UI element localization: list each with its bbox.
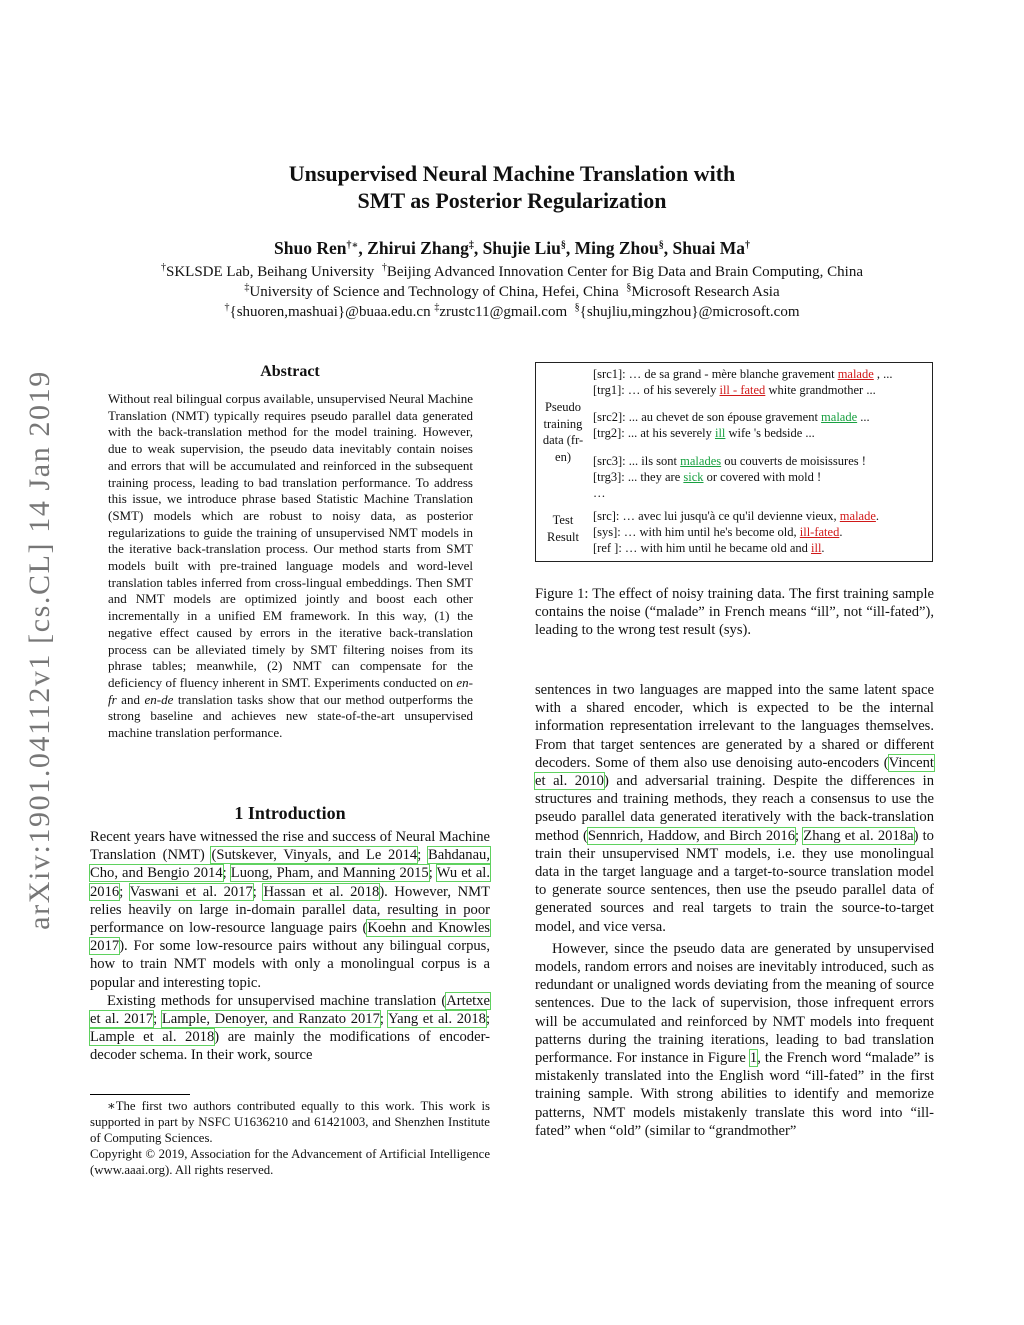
citation-link[interactable]: (Sutskever, Vinyals, and Le 2014 [211, 847, 418, 864]
right-column-body [535, 681, 934, 1140]
fig-text: ou couverts de moisissures ! [721, 454, 866, 468]
figure-ellipsis: … [593, 486, 606, 500]
footnote [90, 1098, 490, 1178]
arxiv-id: arXiv:1901.04112v1 [cs.CL] 14 Jan 2019 [23, 370, 56, 930]
body-text: , the French word “malade” is mistakenly translated into the English word “ill-fated” in the first training sample. With strong abilities to identify and memorize patterns, NMT models mistakenly translate this word into “ill-fated” when “old” (similar to “grandmother” [535, 1050, 934, 1139]
fig-highlight-red: ill-fated [799, 525, 840, 539]
fig-text: . [821, 541, 825, 555]
right-paragraph-1 [535, 681, 934, 936]
citation-link[interactable]: 1 [749, 1050, 758, 1067]
abstract-em: en-de [144, 691, 174, 707]
fig-text: ... [857, 410, 870, 424]
figure-line-trg2 [593, 426, 815, 441]
citation-link[interactable]: Yang et al. 2018 [388, 1011, 486, 1028]
author-mark: § [658, 240, 664, 251]
fig-text: [src2]: ... au chevet de son épouse gravement [593, 410, 822, 424]
author: Zhirui Zhang [367, 238, 469, 258]
fig-text: [trg1]: … of his severely [593, 383, 720, 397]
body-text: Recent years have witnessed the rise and success of Neural Machine Translation (NMT) [90, 829, 490, 864]
figure-line-src3 [593, 454, 866, 469]
abstract-heading: Abstract [260, 363, 320, 380]
fig-highlight-red: ill - fated [719, 383, 766, 397]
abstract-text [108, 391, 473, 742]
affiliation-line-3 [80, 302, 944, 322]
body-text: ; [795, 827, 804, 844]
citation-link[interactable]: Bahdanau, Cho, and Bengio 2014 [90, 847, 490, 882]
fig-text: [trg3]: ... they are [593, 470, 684, 484]
body-text: ; [119, 883, 130, 900]
figure-line-sys [593, 525, 842, 540]
figure-line-src2 [593, 410, 870, 425]
fig-highlight-red: malade [839, 509, 876, 523]
aff-mark: † [224, 302, 230, 313]
fig-text: wife 's bedside ... [725, 426, 815, 440]
figure-line-trg1 [593, 383, 876, 398]
aff-mark: † [161, 262, 166, 273]
citation-link[interactable]: Vincent et al. 2010 [535, 754, 934, 790]
citation-link[interactable]: Luong, Pham, and Manning 2015 [230, 865, 429, 882]
fig-highlight-green: ill [714, 426, 726, 440]
title-line-2: SMT as Posterior Regularization [357, 188, 667, 213]
intro-body [90, 828, 490, 1065]
fig-text: [ref ]: … with him until he became old and [593, 541, 811, 555]
section-heading: 1 Introduction [234, 803, 346, 823]
affiliation: SKLSDE Lab, Beihang University [166, 264, 375, 280]
figure-line-ref [593, 541, 825, 556]
citation-link[interactable]: Lample, Denoyer, and Ranzato 2017 [161, 1011, 380, 1028]
author-mark: †∗ [346, 240, 359, 251]
body-text: ). However, NMT relies heavily on large in-domain parallel data, resulting in poor performance on low-resource language pairs ( [90, 883, 491, 937]
body-text: Existing methods for unsupervised machine translation ( [107, 992, 447, 1009]
fig-highlight-green: malade [821, 410, 858, 424]
citation-link[interactable]: Wu et al. 2016 [90, 865, 490, 900]
copyright-text: Copyright © 2019, Association for the Advancement of Artificial Intelligence (www.aaai.org). All rights reserved. [90, 1147, 490, 1177]
abstract-em: en-fr [108, 674, 473, 707]
citation-link[interactable]: Zhang et al. 2018a [803, 827, 914, 844]
author-mark: § [560, 240, 566, 251]
body-text: ) to train their unsupervised NMT models, i.e. they use monolingual data in the target language and a target-to-source translation model to generate source sentences, then use the pseudo parallel data of generated sources and real targets to train the source-to-target model, and vice versa. [535, 827, 934, 935]
aff-mark: ‡ [244, 282, 250, 293]
body-text: ; [485, 1011, 490, 1028]
citation-link[interactable]: Hassan et al. 2018 [263, 883, 380, 900]
citation-link[interactable]: Lample et al. 2018 [90, 1029, 215, 1046]
body-text: ; [428, 865, 437, 882]
body-text: ; [379, 1011, 389, 1028]
footnote-text: ∗The first two authors contributed equally to this work. This work is supported in part by NSFC U1636210 and 61421003, and Shenzhen Institute of Computing Sciences. [90, 1099, 490, 1145]
body-text: ) and adversarial training. Despite the differences in structures and training methods, they reach a consensus to use the pseudo parallel data generated iteratively with the back-translation method ( [535, 773, 934, 844]
fig-text: . [875, 509, 880, 523]
title-line-1: Unsupervised Neural Machine Translation with [288, 161, 736, 186]
author: Ming Zhou [574, 238, 659, 258]
figure-line-src1 [593, 367, 893, 382]
fig-highlight-red: ill [811, 541, 822, 555]
author-mark: ‡ [468, 240, 474, 251]
fig-text: [src]: … avec lui jusqu'à ce qu'il devienne vieux, [593, 509, 840, 523]
author-mark: † [744, 240, 750, 251]
abstract-body: Without real bilingual corpus available, unsupervised Neural Machine Translation (NMT) typically requires pseudo parallel data generated with the back-translation method for the model training. However, due to weak supervision, the pseudo data inevitably contain noises and errors that will be accumulated and reinforced in the subsequent training process, leading to bad translation performance. To address this issue, we introduce phrase based Statistic Machine Translation (SMT) models which are robust to noisy data, as posterior regularizations to guide the training of unsupervised NMT models in the iterative back-translation process. Our method starts from SMT models built with pre-trained language models and word-level translation tables inferred from cross-lingual embeddings. Then SMT and NMT models are optimized jointly and boost each other incrementally in a unified EM framework. In this way, (1) the negative effect caused by errors in the iterative back-translation process can be alleviated timely by SMT filtering noises from its phrase tables; meanwhile, (2) NMT can compensate for the deficiency of fluency inherent in SMT. Experiments conducted on [108, 391, 473, 690]
intro-paragraph-2 [90, 992, 490, 1065]
fig-text: [trg2]: ... at his severely [593, 426, 715, 440]
fig-highlight-red: malade [837, 367, 874, 381]
fig-text: . [839, 525, 843, 539]
abstract-body: translation tasks show that our method outperforms the strong baseline and achieves new state-of-the-art unsupervised machine translation performance. [108, 691, 473, 741]
body-text: ). For some low-resource pairs without any bilingual corpus, how to train NMT models with only a monolingual corpus is a popular and interesting topic. [90, 938, 490, 991]
aff-mark: § [574, 302, 580, 313]
author: Shuo Ren [274, 238, 347, 258]
affiliation: Beijing Advanced Innovation Center for Big Data and Brain Computing, China [386, 264, 863, 280]
email: {shujliu,mingzhou}@microsoft.com [579, 304, 800, 320]
affiliation: University of Science and Technology of China, Hefei, China [249, 284, 619, 300]
fig-highlight-green: sick [683, 470, 704, 484]
author: Shujie Liu [482, 238, 561, 258]
fig-text: white grandmother ... [765, 383, 876, 397]
aff-mark: ‡ [434, 302, 440, 313]
body-text: ) are mainly the modifications of encoder-decoder schema. In their work, source [90, 1029, 490, 1064]
body-text: ; [252, 883, 264, 900]
fig-highlight-green: malades [680, 454, 722, 468]
body-text: ; [153, 1011, 162, 1028]
affiliation-line-1 [80, 262, 944, 282]
email: zrustc11@gmail.com [439, 304, 568, 320]
figure-1 [535, 362, 933, 562]
affiliation: Microsoft Research Asia [631, 284, 780, 300]
fig-text: , ... [873, 367, 893, 381]
citation-link[interactable]: Vaswani et al. 2017 [129, 883, 253, 900]
body-text: ; [417, 847, 428, 864]
body-text: sentences in two languages are mapped into the same latent space with a shared encoder, which is expected to be the internal information representation irrelevant to the languages themselves. From that target sentences are generated by a shared or different decoders. Some of them also use denoising auto-encoders ( [535, 682, 934, 771]
aff-mark: † [381, 262, 387, 273]
body-text: However, since the pseudo data are generated by unsupervised models, random errors and noises are inevitably introduced, such as redundant or unaligned words deviating from the meaning of source sentences. Due to the lack of supervision, those infrequent errors will be accumulated and reinforced by NMT models into frequent patterns during the training iterations, leading to bad translation performance. For instance in Figure [535, 940, 934, 1067]
right-paragraph-2 [535, 940, 934, 1140]
intro-paragraph-1 [90, 828, 490, 992]
figure-line-src [593, 509, 879, 524]
fig-text: [src1]: … de sa grand - mère blanche gravement [593, 367, 838, 381]
author-list: Shuo Ren†∗, Zhirui Zhang‡, Shujie Liu§, Ming Zhou§, Shuai Ma† [274, 238, 750, 258]
figure-label-test: Test Result [547, 513, 579, 544]
author: Shuai Ma [672, 238, 745, 258]
paper-title [160, 160, 864, 214]
citation-link[interactable]: Artetxe et al. 2017 [90, 992, 490, 1028]
footnote-rule [90, 1094, 190, 1095]
fig-text: [sys]: … with him until he's become old, [593, 525, 800, 539]
affiliation-line-2 [80, 282, 944, 302]
figure-label-training: Pseudo training data (fr-en) [542, 400, 584, 464]
citation-link[interactable]: Sennrich, Haddow, and Birch 2016 [587, 827, 796, 844]
body-text: ; [222, 865, 231, 882]
fig-text: [src3]: ... ils sont [593, 454, 681, 468]
email: {shuoren,mashuai}@buaa.edu.cn [229, 304, 431, 320]
abstract-body: and [116, 691, 145, 707]
aff-mark: § [626, 282, 632, 293]
fig-text: or covered with mold ! [703, 470, 822, 484]
citation-link[interactable]: Koehn and Knowles 2017 [90, 920, 490, 955]
figure-line-trg3 [593, 470, 821, 485]
figure-caption: Figure 1: The effect of noisy training data. The first training sample contains the noise (“malade” in French means “ill”, not “ill-fated”), leading to the wrong test result (sys). [535, 586, 934, 639]
